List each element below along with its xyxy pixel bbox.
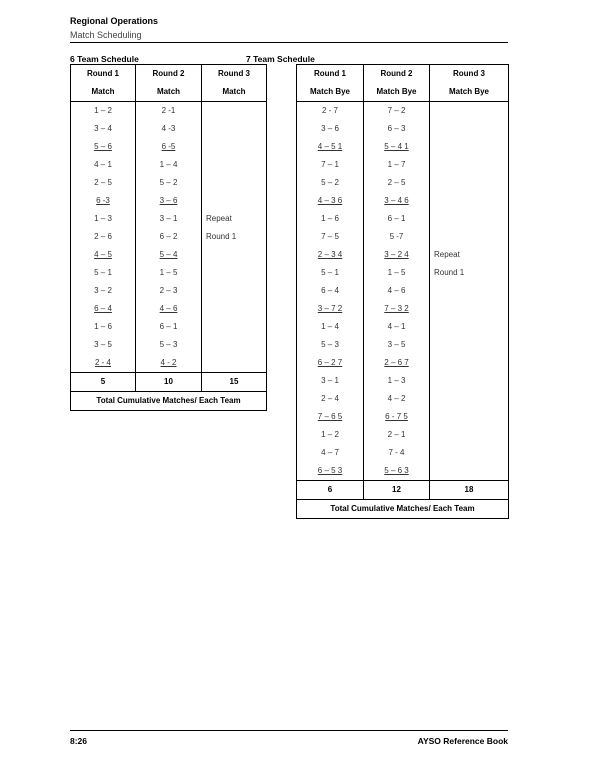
match-cell: 7 – 5 [297, 228, 364, 246]
match-cell: 3 – 5 [71, 336, 136, 354]
six-team-schedule-table [70, 64, 267, 411]
match-cell: 5 – 1 [297, 264, 364, 282]
seven-team-body [297, 102, 509, 481]
round3-cell: Repeat [430, 246, 509, 264]
match-cell: 5 – 3 [297, 336, 364, 354]
match-cell: 5 – 2 [136, 174, 202, 192]
table-row [297, 318, 509, 336]
match-cell: 1 – 4 [297, 318, 364, 336]
round3-cell [430, 174, 509, 192]
round3-cell [430, 426, 509, 444]
total-caption: Total Cumulative Matches/ Each Team [71, 392, 267, 411]
match-cell: 2 - 7 [297, 102, 364, 121]
round3-cell [430, 192, 509, 210]
seven-team-schedule-label: 7 Team Schedule [246, 54, 315, 64]
table-row [71, 336, 267, 354]
round3-cell [430, 444, 509, 462]
book-title: AYSO Reference Book [417, 736, 508, 746]
table-row [71, 210, 267, 228]
round3-cell [202, 318, 267, 336]
match-cell: 2 - 4 [71, 354, 136, 373]
table-row [71, 264, 267, 282]
table-row [297, 426, 509, 444]
table-row [297, 210, 509, 228]
match-cell: 5 – 2 [297, 174, 364, 192]
table-row [297, 264, 509, 282]
match-cell: 5 -7 [364, 228, 430, 246]
match-cell: 4 – 3 6 [297, 192, 364, 210]
round3-cell [430, 390, 509, 408]
match-cell: 6 – 5 3 [297, 462, 364, 481]
match-cell: 1 – 6 [297, 210, 364, 228]
match-cell: 6 -3 [71, 192, 136, 210]
round3-cell [202, 174, 267, 192]
match-cell: 2 -1 [136, 102, 202, 121]
match-cell: 3 – 4 [71, 120, 136, 138]
round3-cell [430, 228, 509, 246]
seven-team-schedule-table [296, 64, 509, 519]
match-cell: 7 – 2 [364, 102, 430, 121]
match-cell: 3 – 6 [136, 192, 202, 210]
table-row [71, 156, 267, 174]
table-row [297, 462, 509, 481]
table-row [71, 174, 267, 192]
round3-cell [430, 336, 509, 354]
match-cell: 2 – 1 [364, 426, 430, 444]
column-subheader: Match [202, 83, 267, 102]
round3-cell: Round 1 [430, 264, 509, 282]
match-cell: 4 – 5 [71, 246, 136, 264]
match-cell: 1 – 2 [71, 102, 136, 121]
match-cell: 6 – 2 [136, 228, 202, 246]
page-title: Regional Operations [70, 16, 159, 26]
table-row [71, 102, 267, 121]
column-header: Round 3 [202, 65, 267, 84]
match-cell: 4 - 2 [136, 354, 202, 373]
match-cell: 3 – 6 [297, 120, 364, 138]
match-cell: 2 – 6 [71, 228, 136, 246]
match-cell: 3 – 5 [364, 336, 430, 354]
match-cell: 2 – 6 7 [364, 354, 430, 372]
column-header: Round 2 [364, 65, 430, 84]
match-cell: 3 – 1 [136, 210, 202, 228]
round3-cell [430, 300, 509, 318]
table-row [297, 300, 509, 318]
table-row [297, 102, 509, 121]
table-row [297, 336, 509, 354]
match-cell: 5 – 4 [136, 246, 202, 264]
match-cell: 6 -5 [136, 138, 202, 156]
match-cell: 5 – 6 3 [364, 462, 430, 481]
table-row [71, 300, 267, 318]
match-cell: 4 -3 [136, 120, 202, 138]
match-cell: 1 – 5 [364, 264, 430, 282]
match-cell: 5 – 1 [71, 264, 136, 282]
table-row [297, 408, 509, 426]
match-cell: 2 – 3 4 [297, 246, 364, 264]
table-row [297, 444, 509, 462]
match-cell: 5 – 6 [71, 138, 136, 156]
match-cell: 1 – 3 [71, 210, 136, 228]
match-cell: 4 – 2 [364, 390, 430, 408]
round3-cell [202, 354, 267, 373]
match-cell: 5 – 4 1 [364, 138, 430, 156]
match-cell: 1 – 4 [136, 156, 202, 174]
column-subheader: Match Bye [297, 83, 364, 102]
match-cell: 3 – 2 [71, 282, 136, 300]
table-row [71, 138, 267, 156]
round3-cell [202, 192, 267, 210]
round3-cell [430, 102, 509, 121]
table-row [297, 174, 509, 192]
table-row [297, 282, 509, 300]
total-caption: Total Cumulative Matches/ Each Team [297, 500, 509, 519]
match-cell: 1 – 5 [136, 264, 202, 282]
header-divider [70, 42, 508, 43]
match-cell: 2 – 5 [364, 174, 430, 192]
table-row [71, 120, 267, 138]
round3-cell [430, 408, 509, 426]
round3-cell [202, 138, 267, 156]
round3-cell [430, 462, 509, 481]
table-row [297, 192, 509, 210]
match-cell: 1 – 6 [71, 318, 136, 336]
match-cell: 5 – 3 [136, 336, 202, 354]
round3-cell [430, 120, 509, 138]
match-cell: 6 – 4 [71, 300, 136, 318]
match-cell: 3 – 7 2 [297, 300, 364, 318]
round3-cell [202, 102, 267, 121]
table-row [297, 246, 509, 264]
round3-cell [202, 120, 267, 138]
match-cell: 7 - 4 [364, 444, 430, 462]
match-cell: 1 – 2 [297, 426, 364, 444]
round3-cell [202, 336, 267, 354]
round3-cell [430, 138, 509, 156]
match-cell: 4 – 7 [297, 444, 364, 462]
match-cell: 4 – 6 [364, 282, 430, 300]
round3-cell [202, 282, 267, 300]
table-row [297, 138, 509, 156]
total-cell: 18 [430, 481, 509, 500]
match-cell: 3 – 1 [297, 372, 364, 390]
round3-cell [430, 210, 509, 228]
round3-cell [430, 282, 509, 300]
match-cell: 6 – 1 [364, 210, 430, 228]
table-row [71, 192, 267, 210]
match-cell: 3 – 2 4 [364, 246, 430, 264]
column-header: Round 1 [71, 65, 136, 84]
round3-cell [202, 246, 267, 264]
table-row [71, 228, 267, 246]
total-cell: 5 [71, 373, 136, 392]
table-row [71, 318, 267, 336]
column-subheader: Match [71, 83, 136, 102]
column-header: Round 3 [430, 65, 509, 84]
match-cell: 7 – 1 [297, 156, 364, 174]
match-cell: 7 – 3 2 [364, 300, 430, 318]
match-cell: 1 – 7 [364, 156, 430, 174]
column-header: Round 1 [297, 65, 364, 84]
match-cell: 4 – 1 [71, 156, 136, 174]
six-team-body [71, 102, 267, 373]
total-cell: 6 [297, 481, 364, 500]
round3-cell: Round 1 [202, 228, 267, 246]
match-cell: 4 – 6 [136, 300, 202, 318]
match-cell: 6 – 2 7 [297, 354, 364, 372]
page-subtitle: Match Scheduling [70, 30, 142, 40]
table-row [297, 390, 509, 408]
match-cell: 6 – 4 [297, 282, 364, 300]
round3-cell [430, 354, 509, 372]
total-cell: 10 [136, 373, 202, 392]
round3-cell [202, 156, 267, 174]
match-cell: 6 – 1 [136, 318, 202, 336]
match-cell: 6 – 3 [364, 120, 430, 138]
column-header: Round 2 [136, 65, 202, 84]
match-cell: 1 – 3 [364, 372, 430, 390]
total-cell: 15 [202, 373, 267, 392]
round3-cell [430, 372, 509, 390]
match-cell: 2 – 5 [71, 174, 136, 192]
round3-cell [202, 264, 267, 282]
table-row [297, 372, 509, 390]
round3-cell [202, 300, 267, 318]
match-cell: 7 – 6 5 [297, 408, 364, 426]
match-cell: 6 - 7 5 [364, 408, 430, 426]
total-cell: 12 [364, 481, 430, 500]
table-row [297, 156, 509, 174]
round3-cell [430, 318, 509, 336]
match-cell: 2 – 4 [297, 390, 364, 408]
match-cell: 4 – 5 1 [297, 138, 364, 156]
table-row [71, 246, 267, 264]
table-row [297, 354, 509, 372]
table-row [297, 228, 509, 246]
six-team-schedule-label: 6 Team Schedule [70, 54, 139, 64]
round3-cell [430, 156, 509, 174]
column-subheader: Match [136, 83, 202, 102]
table-row [71, 282, 267, 300]
column-subheader: Match Bye [364, 83, 430, 102]
match-cell: 4 – 1 [364, 318, 430, 336]
table-row [71, 354, 267, 373]
column-subheader: Match Bye [430, 83, 509, 102]
page-number: 8:26 [70, 736, 88, 746]
round3-cell: Repeat [202, 210, 267, 228]
match-cell: 3 – 4 6 [364, 192, 430, 210]
footer-divider [70, 730, 508, 731]
table-row [297, 120, 509, 138]
match-cell: 2 – 3 [136, 282, 202, 300]
